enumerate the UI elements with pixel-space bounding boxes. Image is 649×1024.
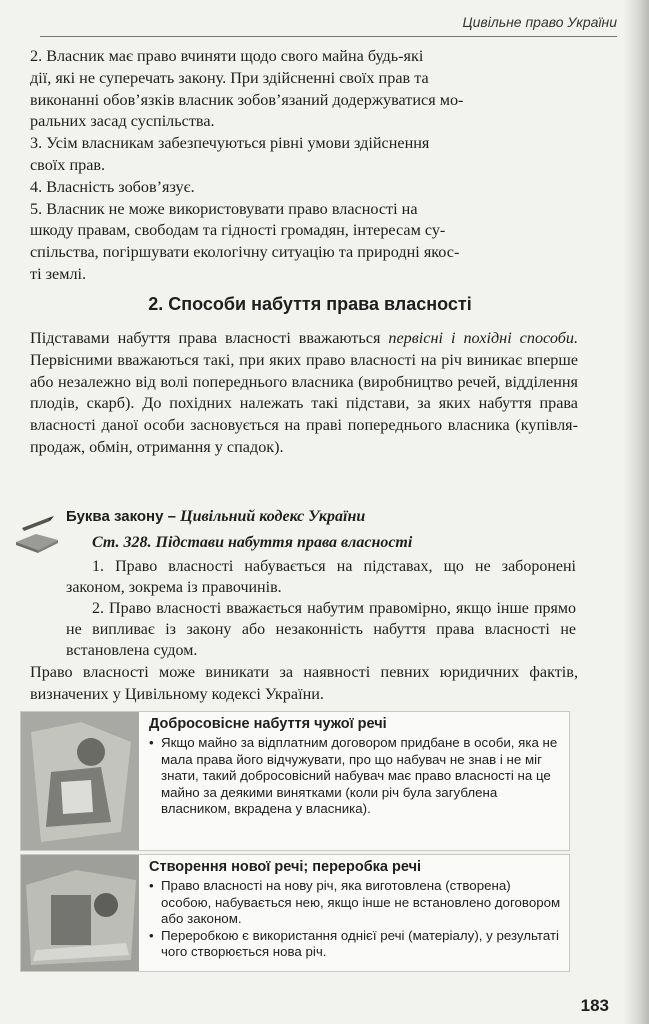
text-line: 3. Усім власникам забезпечуються рівні умови здійснення: [30, 134, 430, 153]
section-title: 2. Способи набуття права власності: [148, 294, 472, 314]
law-label: Буква закону –: [66, 508, 181, 525]
illustration-photo: [21, 855, 139, 971]
section1-text: [30, 46, 578, 286]
bullet-icon: •: [149, 878, 154, 893]
list-item-text: Право власності на нову річ, яка виготовлена (створена) особою, набувається нею, якщо інше не встановлено договором або законом.: [161, 878, 561, 927]
paragraph: Право власності може виникати за наявності певних юридичних фактів, визначених у Цивільному кодексі України.: [30, 663, 578, 703]
text-line: своїх прав.: [30, 155, 106, 174]
page-number: 183: [580, 996, 609, 1015]
info-box-new-thing: [20, 854, 570, 972]
box-title: Створення нової речі; переробка речі: [149, 859, 422, 875]
section2-text: [30, 328, 578, 459]
text-line: ральних засад суспільства.: [30, 112, 215, 131]
list-item-text: Якщо майно за відплатним договором придбане в особи, яка не мала права його відчужувати, про що набувач не знав і не міг знати, такий добросовісний набувач має право власності на це майно за деякими винятками (коли річ була загублена власником, вкрадена у власника).: [161, 735, 558, 817]
bullet-icon: •: [149, 927, 154, 943]
para-start: Підставами набуття права власності вважаються: [30, 329, 389, 347]
para-emphasis: первісні і похідні способи.: [388, 329, 578, 347]
list-item: [149, 735, 563, 818]
paragraph: [30, 328, 578, 459]
text-line: спільства, погіршувати екологічну ситуацію та природні якос-: [30, 243, 460, 262]
text-line: виконанні обов’язків власник зобов’язаний додержуватися мо-: [30, 90, 464, 109]
after-law-text: [30, 662, 578, 706]
list-item-text: Переробкою є використання однієї речі (матеріалу), у результаті чого створюється нова річ.: [161, 927, 560, 960]
header-rule: [40, 36, 617, 37]
text-line: ті землі.: [30, 264, 87, 283]
list-item: [149, 928, 563, 961]
box-content: [149, 716, 563, 818]
running-head: Цивільне право України: [462, 14, 617, 30]
illustration-photo: [21, 712, 139, 850]
book-spine-edge: [623, 0, 649, 1024]
text-line: 4. Власність зобов’язує.: [30, 177, 195, 196]
text-line: 2. Власник має право вчиняти щодо свого майна будь-які: [30, 47, 424, 65]
list-item: [149, 878, 563, 928]
text-line: 5. Власник не може використовувати право власності на: [30, 199, 418, 218]
box-title: Добросовісне набуття чужої речі: [149, 716, 387, 732]
box-content: [149, 859, 563, 961]
law-paragraph: 2. Право власності вважається набутим правомірно, якщо інше прямо не випливає із закону або незаконність набуття права власності не встановлена судом.: [66, 600, 576, 659]
text-line: дії, які не суперечать закону. При здійсненні своїх прав та: [30, 68, 429, 87]
law-source: Цивільний кодекс України: [180, 508, 366, 525]
para-rest: Первісними вважаються такі, при яких право власності на річ виникає вперше або незалежно від волі попереднього власника (виробництво речей, відділення плодів, скарб). До похідних належать такі підстави, за яких набуття права власності даної особи засновується на праві попереднього власника (купівля-продаж, обмін, отримання у спадок).: [30, 350, 578, 456]
text-line: шкоду правам, свободам та гідності громадян, інтересам су-: [30, 221, 446, 240]
law-article-title: Ст. 328. Підстави набуття права власності: [92, 534, 413, 551]
info-box-good-faith: [20, 711, 570, 851]
book-pen-icon: [14, 514, 60, 554]
bullet-icon: •: [149, 735, 154, 750]
law-paragraph: 1. Право власності набувається на підставах, що не заборонені законом, зокрема із правочинів.: [66, 558, 576, 596]
law-article-body: [66, 556, 576, 661]
law-heading: [66, 508, 365, 526]
